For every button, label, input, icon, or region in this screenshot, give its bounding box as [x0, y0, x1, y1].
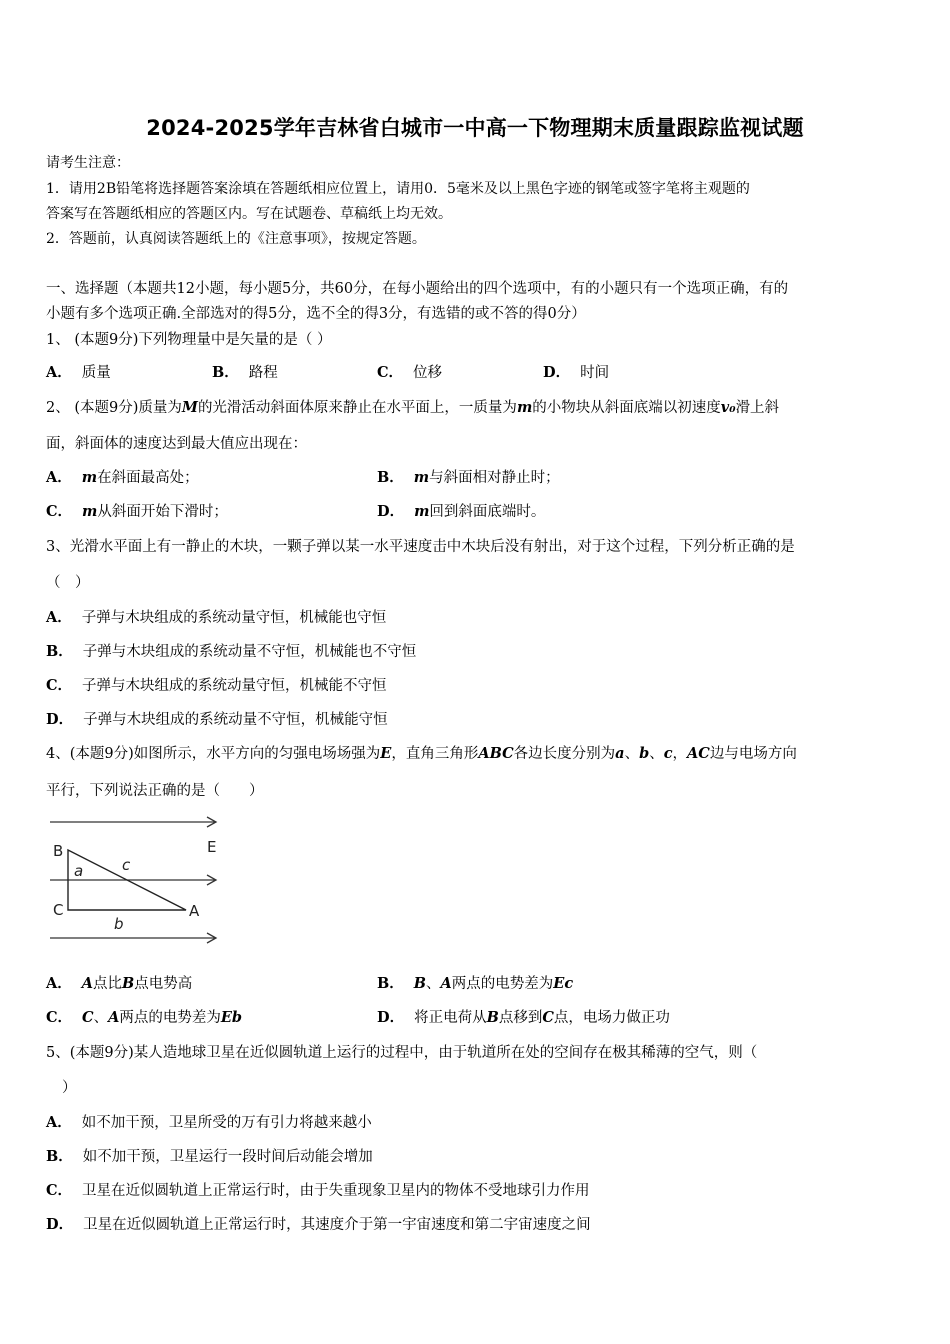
option-label: A．: [46, 1114, 72, 1131]
q4-text-2: ，直角三角形: [391, 746, 479, 762]
q4-stem-line-2: 平行，下列说法正确的是（ ）: [46, 783, 264, 799]
option-var: m: [413, 469, 430, 486]
q5-option-c: [46, 1179, 590, 1200]
option-var-3: Ec: [553, 975, 574, 992]
option-text: 卫星在近似圆轨道上正常运行时，其速度介于第一宇宙速度和第二宇宙速度之间: [83, 1217, 591, 1233]
q2-option-a: [46, 466, 199, 487]
q2-var-m: m: [516, 399, 533, 416]
q1-option-b: [212, 361, 278, 382]
option-text: 如不加干预，卫星所受的万有引力将越来越小: [81, 1115, 372, 1131]
section-intro-line-1: 一、选择题（本题共12小题，每小题5分，共60分，在每小题给出的四个选项中，有的小题只有一个选项正确，有的: [46, 281, 789, 297]
option-text: 子弹与木块组成的系统动量守恒，机械能不守恒: [82, 678, 387, 694]
option-text-1: 、: [93, 1010, 109, 1026]
option-text-1: 点比: [93, 976, 123, 992]
option-label: A．: [46, 364, 72, 381]
option-var-2: A: [108, 1009, 120, 1026]
option-var-2: A: [440, 975, 452, 992]
option-label: A．: [46, 609, 72, 626]
q5-option-d: [46, 1213, 591, 1234]
q4-text-4: ，: [672, 746, 688, 762]
option-text: 从斜面开始下滑时；: [97, 504, 228, 520]
option-label: D．: [377, 503, 405, 520]
option-var: m: [414, 503, 430, 520]
option-text-2: 点电势高: [134, 976, 193, 992]
q2-stem-line-2: 面，斜面体的速度达到最大值应出现在：: [46, 436, 307, 452]
q1-option-c: [377, 361, 442, 382]
option-label: B．: [377, 975, 404, 992]
option-label: B．: [46, 643, 73, 660]
q4-var-b: b: [639, 745, 650, 762]
option-label: B．: [212, 364, 239, 381]
option-label: C．: [46, 503, 73, 520]
option-label: B．: [46, 1148, 73, 1165]
option-label: C．: [377, 364, 404, 381]
q4-stem-line-1: [46, 742, 797, 763]
q4-text-1: 4、(本题9分)如图所示，水平方向的匀强电场场强为: [46, 746, 381, 762]
label-side-b: b: [114, 915, 124, 933]
option-text: 子弹与木块组成的系统动量不守恒，机械能也不守恒: [82, 644, 417, 660]
option-text-2: 点，电场力做正功: [553, 1010, 670, 1026]
q4-var-AC: AC: [687, 745, 710, 762]
q2-text-2: 的光滑活动斜面体原来静止在水平面上，一质量为: [197, 400, 517, 416]
q2-option-b: [377, 466, 560, 487]
q3-option-b: [46, 640, 416, 661]
q3-stem-line-1: 3、光滑水平面上有一静止的木块，一颗子弹以某一水平速度击中木块后没有射出，对于这个过程，下列分析正确的是: [46, 539, 795, 555]
label-vertex-b: B: [53, 842, 64, 860]
option-label: D．: [46, 711, 74, 728]
q2-text-4: 滑上斜: [735, 400, 780, 416]
option-label: A．: [46, 975, 72, 992]
option-var: m: [81, 469, 98, 486]
q2-text-3: 的小物块从斜面底端以初速度: [532, 400, 721, 416]
q1-option-d: [543, 361, 609, 382]
option-var-2: C: [542, 1009, 554, 1026]
option-label: C．: [46, 1182, 73, 1199]
q4-option-a: [46, 972, 192, 993]
q4-var-a: a: [615, 745, 625, 762]
q1-option-a: [46, 361, 111, 382]
option-text: 子弹与木块组成的系统动量不守恒，机械能守恒: [83, 712, 388, 728]
label-vertex-c: C: [53, 901, 64, 919]
option-text: 如不加干预，卫星运行一段时间后动能会增加: [82, 1149, 373, 1165]
q2-stem-line-1: [46, 396, 779, 417]
q4-text-3: 各边长度分别为: [513, 746, 616, 762]
option-text: 卫星在近似圆轨道上正常运行时，由于失重现象卫星内的物体不受地球引力作用: [82, 1183, 590, 1199]
option-text-1: 点移到: [498, 1010, 543, 1026]
q3-option-a: [46, 606, 386, 627]
option-var-1: B: [413, 975, 427, 992]
notice-line-3: 2．答题前，认真阅读答题纸上的《注意事项》，按规定答题。: [46, 231, 426, 247]
q4-sep-2: 、: [649, 746, 664, 762]
notice-heading: 请考生注意：: [46, 155, 130, 171]
q4-text-5: 边与电场方向: [709, 746, 797, 762]
q4-option-c: [46, 1006, 242, 1027]
option-var-1: A: [81, 975, 94, 992]
q5-option-a: [46, 1111, 372, 1132]
q4-var-c: c: [663, 745, 673, 762]
q2-text-1: 2、 (本题9分)质量为: [46, 400, 182, 416]
option-text: 位移: [413, 365, 443, 381]
q2-var-v0: v₀: [720, 399, 736, 416]
option-var-3: Eb: [220, 1009, 243, 1026]
q4-var-E: E: [380, 745, 392, 762]
label-side-c: c: [122, 856, 131, 874]
option-text-2: 两点的电势差为: [451, 976, 554, 992]
q2-option-c: [46, 500, 228, 521]
q3-stem-line-2: （ ）: [46, 575, 90, 591]
label-field-e: E: [207, 838, 217, 856]
option-text-2: 两点的电势差为: [119, 1010, 221, 1026]
q4-triangle-figure: [50, 810, 230, 952]
option-text: 在斜面最高处；: [97, 470, 199, 486]
option-label: A．: [46, 469, 72, 486]
q3-option-d: [46, 708, 388, 729]
q4-var-ABC: ABC: [478, 745, 514, 762]
q1-stem: 1、 (本题9分)下列物理量中是矢量的是（ ）: [46, 332, 332, 348]
option-var: m: [82, 503, 98, 520]
option-text: 路程: [248, 365, 278, 381]
option-var-1: C: [82, 1009, 94, 1026]
q2-option-d: [377, 500, 545, 521]
label-side-a: a: [74, 862, 84, 880]
option-text: 子弹与木块组成的系统动量守恒，机械能也守恒: [81, 610, 387, 626]
section-intro-line-2: 小题有多个选项正确.全部选对的得5分，选不全的得3分，有选错的或不答的得0分）: [46, 306, 586, 322]
option-text: 质量: [81, 365, 111, 381]
option-label: D．: [377, 1009, 405, 1026]
q5-stem-line-2: ）: [62, 1080, 77, 1096]
notice-line-1: 1．请用2B铅笔将选择题答案涂填在答题纸相应位置上，请用0．5毫米及以上黑色字迹的钢笔或签字笔将主观题的: [46, 181, 750, 197]
option-text: 时间: [580, 365, 610, 381]
option-text-1: 、: [426, 976, 441, 992]
q3-option-c: [46, 674, 387, 695]
option-label: D．: [543, 364, 571, 381]
option-label: B．: [377, 469, 404, 486]
q4-option-d: [377, 1006, 670, 1027]
option-text: 回到斜面底端时。: [429, 504, 546, 520]
q2-var-M: M: [181, 399, 198, 416]
q5-option-b: [46, 1145, 373, 1166]
notice-line-2: 答案写在答题纸相应的答题区内。写在试题卷、草稿纸上均无效。: [46, 206, 452, 222]
option-text: 与斜面相对静止时；: [429, 470, 560, 486]
option-label: D．: [46, 1216, 74, 1233]
page-title: 2024-2025学年吉林省白城市一中高一下物理期末质量跟踪监视试题: [146, 116, 804, 140]
q4-sep-1: 、: [624, 746, 640, 762]
option-var-2: B: [122, 975, 135, 992]
label-vertex-a: A: [189, 902, 200, 920]
option-label: C．: [46, 1009, 73, 1026]
q5-stem-line-1: 5、(本题9分)某人造地球卫星在近似圆轨道上运行的过程中，由于轨道所在处的空间存在极其稀薄的空气，则（: [46, 1045, 758, 1061]
q4-option-b: [377, 972, 573, 993]
option-var-1: B: [486, 1009, 499, 1026]
option-label: C．: [46, 677, 73, 694]
option-text-0: 将正电荷从: [414, 1010, 487, 1026]
